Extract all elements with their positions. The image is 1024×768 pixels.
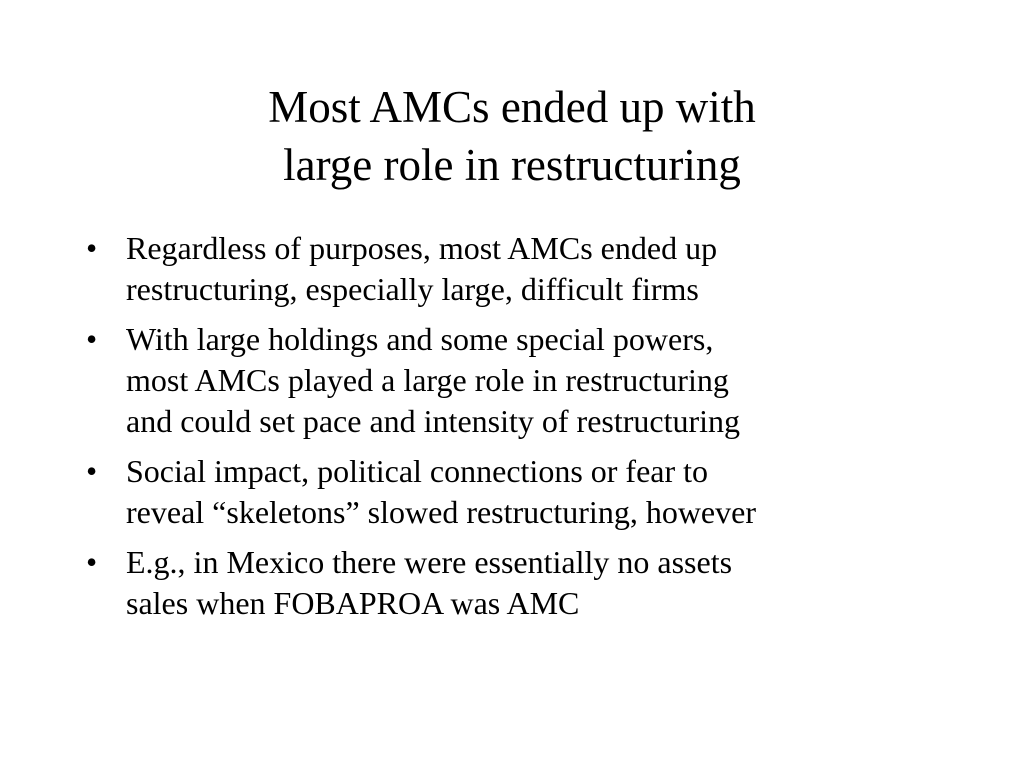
bullet-item	[86, 542, 986, 624]
bullet-text-line: Social impact, political connections or fear to	[126, 453, 709, 489]
bullet-marker: •	[86, 544, 98, 580]
bullet-text-line: Regardless of purposes, most AMCs ended up	[126, 230, 718, 266]
bullet-text-line: E.g., in Mexico there were essentially no assets	[126, 544, 733, 580]
bullet-item	[86, 451, 986, 533]
bullet-text-line: restructuring, especially large, difficult firms	[126, 271, 699, 307]
slide-title-line: Most AMCs ended up with	[268, 82, 756, 132]
bullet-text-line: and could set pace and intensity of restructuring	[126, 403, 741, 439]
bullet-text-line: most AMCs played a large role in restructuring	[126, 362, 729, 398]
bullet-item	[86, 319, 986, 442]
bullet-list	[86, 228, 986, 633]
bullet-marker: •	[86, 453, 98, 489]
slide-title-line: large role in restructuring	[283, 140, 741, 190]
bullet-text-line: With large holdings and some special powers,	[126, 321, 714, 357]
bullet-text-line: reveal “skeletons” slowed restructuring, however	[126, 494, 756, 530]
bullet-text-line: sales when FOBAPROA was AMC	[126, 585, 580, 621]
bullet-marker: •	[86, 230, 98, 266]
slide-title	[0, 78, 1024, 194]
bullet-marker: •	[86, 321, 98, 357]
bullet-item	[86, 228, 986, 310]
